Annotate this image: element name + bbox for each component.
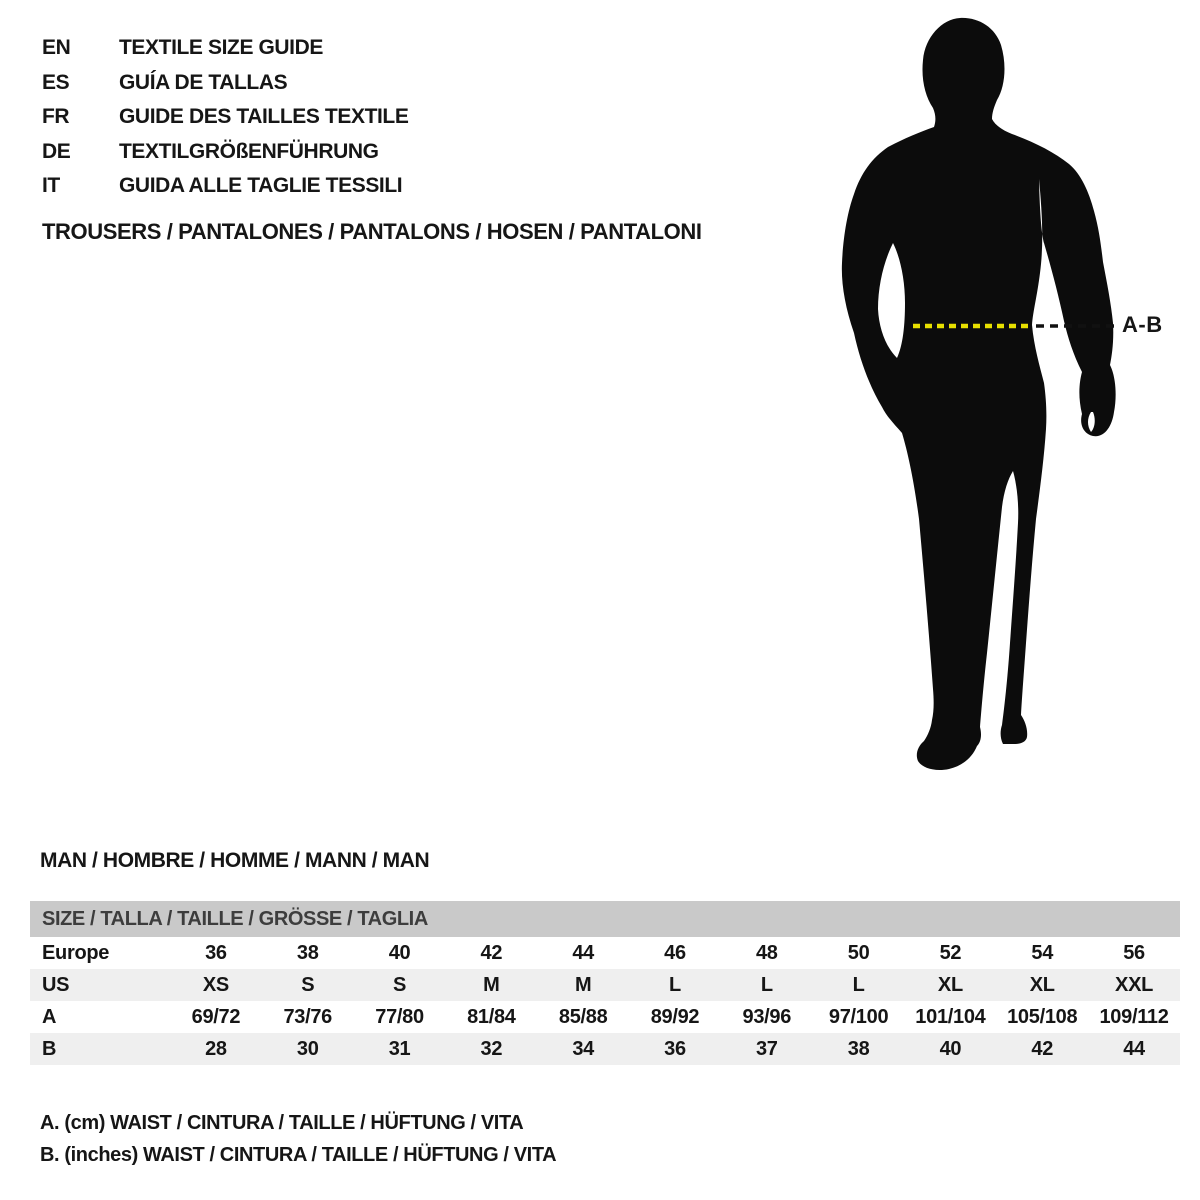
size-cell: 73/76 [283, 1005, 332, 1028]
language-row [42, 66, 408, 101]
man-silhouette-figure [840, 15, 1120, 775]
size-cell: XXL [1115, 973, 1154, 996]
size-cell: 46 [664, 941, 686, 964]
size-cell: 40 [939, 1037, 962, 1060]
size-cell: 93/96 [742, 1005, 792, 1028]
section-title-man: MAN / HOMBRE / HOMME / MANN / MAN [40, 849, 430, 872]
footnote-b-inches: B. (inches) WAIST / CINTURA / TAILLE / HÜFTUNG / VITA [40, 1144, 557, 1166]
size-cell: 81/84 [467, 1005, 516, 1028]
size-table-header: SIZE / TALLA / TAILLE / GRÖSSE / TAGLIA [30, 901, 1180, 937]
category-title: TROUSERS / PANTALONES / PANTALONS / HOSEN / PANTALONI [42, 219, 702, 244]
size-cell: 38 [296, 941, 319, 964]
size-cell: 44 [572, 941, 594, 964]
size-cell: M [574, 973, 592, 996]
size-cell: 89/92 [650, 1005, 700, 1028]
table-row [30, 1001, 1180, 1033]
size-cell: 69/72 [191, 1005, 241, 1028]
measurement-ab-label: A-B [1122, 312, 1163, 337]
size-cell: L [852, 973, 865, 996]
size-cell: 37 [755, 1037, 778, 1060]
size-cell: 50 [847, 941, 870, 964]
size-cell: 36 [664, 1037, 686, 1060]
size-cell: 52 [939, 941, 962, 964]
row-label: Europe [42, 941, 110, 964]
table-row [30, 1033, 1180, 1065]
size-cell: XL [1029, 973, 1055, 996]
size-table-rows [30, 937, 1180, 1065]
language-guide-title: GUIDA ALLE TAGLIE TESSILI [119, 174, 403, 198]
man-silhouette [842, 18, 1116, 770]
language-guide-title: GUIDE DES TAILLES TEXTILE [119, 105, 409, 129]
size-cell: 36 [205, 941, 227, 964]
size-cell: L [760, 973, 773, 996]
language-code: ES [42, 70, 70, 94]
size-cell: 40 [388, 941, 411, 964]
language-code: EN [42, 36, 71, 60]
size-cell: 42 [1031, 1037, 1054, 1060]
language-guide-title: GUÍA DE TALLAS [119, 70, 288, 94]
language-row [42, 100, 408, 135]
size-cell: 34 [572, 1037, 594, 1060]
size-cell: S [393, 973, 407, 996]
row-label: B [42, 1037, 57, 1060]
table-row [30, 969, 1180, 1001]
language-guide-title: TEXTILGRÖßENFÜHRUNG [119, 139, 379, 163]
size-cell: 30 [296, 1037, 319, 1060]
footnotes [40, 1107, 556, 1171]
language-code: DE [42, 139, 71, 163]
size-cell: 44 [1123, 1037, 1145, 1060]
language-guide-title: TEXTILE SIZE GUIDE [119, 36, 323, 60]
language-title-list [42, 31, 408, 204]
size-cell: 28 [205, 1037, 227, 1060]
size-cell: 97/100 [828, 1005, 889, 1028]
row-label: A [42, 1005, 57, 1028]
size-cell: 42 [480, 941, 503, 964]
language-row [42, 31, 408, 66]
size-cell: XL [937, 973, 963, 996]
table-row [30, 937, 1180, 969]
size-cell: XS [202, 973, 229, 996]
size-cell: S [301, 973, 315, 996]
language-row [42, 135, 408, 170]
size-cell: 77/80 [375, 1005, 424, 1028]
size-cell: 85/88 [558, 1005, 608, 1028]
size-cell: M [483, 973, 500, 996]
size-cell: L [669, 973, 681, 996]
size-cell: 32 [480, 1037, 503, 1060]
size-cell: 56 [1123, 941, 1145, 964]
size-cell: 38 [847, 1037, 870, 1060]
size-table [30, 901, 1180, 1065]
size-cell: 105/108 [1007, 1005, 1078, 1028]
language-code: IT [42, 174, 60, 198]
language-code: FR [42, 105, 70, 129]
size-cell: 101/104 [915, 1005, 986, 1028]
size-cell: 31 [388, 1037, 411, 1060]
language-row [42, 169, 408, 204]
footnote-a-cm: A. (cm) WAIST / CINTURA / TAILLE / HÜFTUNG / VITA [40, 1112, 524, 1134]
size-cell: 109/112 [1099, 1005, 1169, 1028]
size-cell: 48 [755, 941, 778, 964]
size-cell: 54 [1031, 941, 1054, 964]
row-label: US [42, 973, 70, 996]
